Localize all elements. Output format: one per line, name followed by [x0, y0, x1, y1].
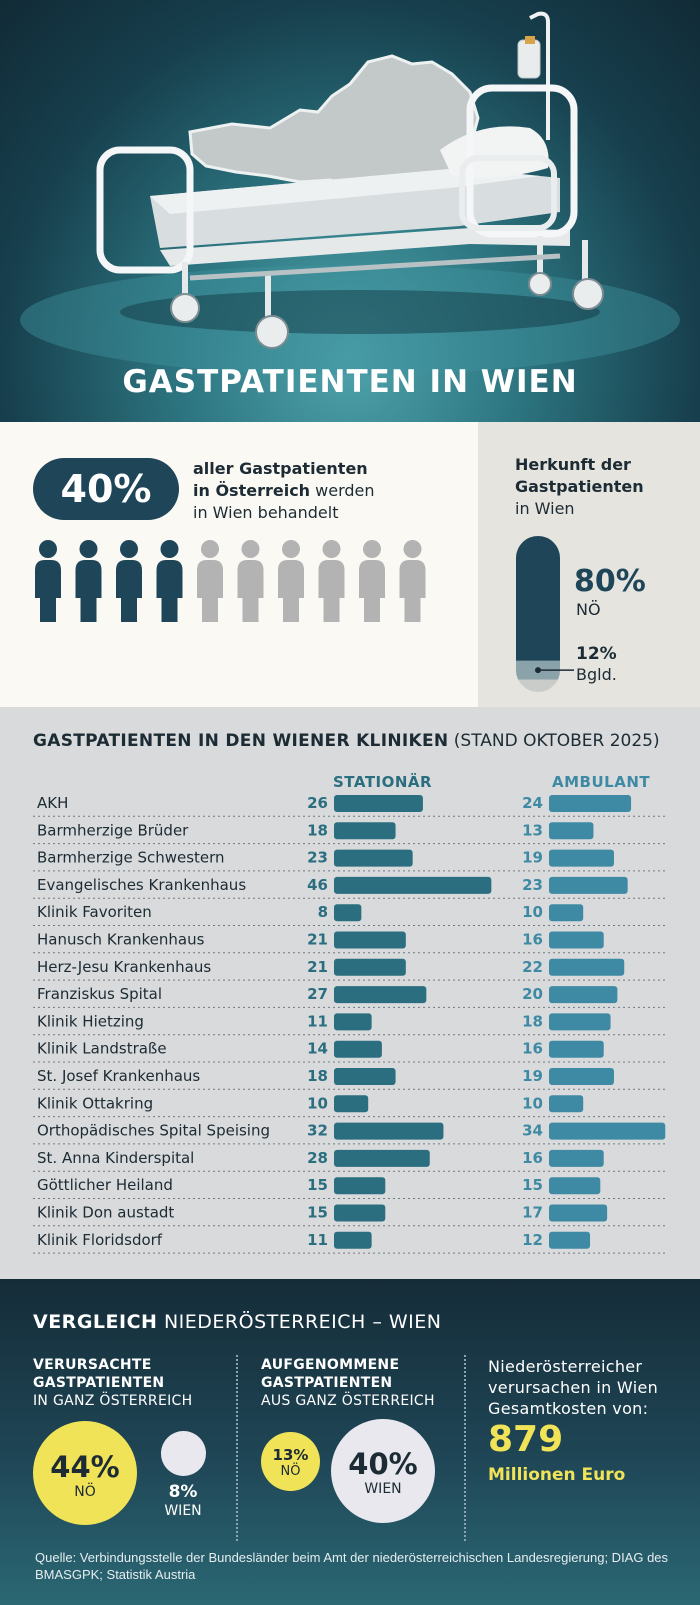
clinics-title — [33, 731, 660, 751]
stationaer-value: 26 — [307, 794, 328, 812]
noe-received-circle — [261, 1432, 320, 1491]
noe-caused-circle — [33, 1421, 137, 1525]
clinic-label: Herz-Jesu Krankenhaus — [37, 957, 212, 976]
stationaer-bar — [334, 1205, 385, 1222]
person-icon — [157, 540, 183, 622]
share-text-line-2-bold: in Österreich — [193, 481, 311, 500]
comparison-panel — [0, 1279, 700, 1605]
clinic-label: Barmherzige Schwestern — [37, 848, 225, 867]
noe-received-label: NÖ — [280, 1464, 301, 1479]
col3-title — [488, 1356, 658, 1419]
stationaer-bar — [334, 986, 426, 1003]
stationaer-bar — [334, 877, 491, 894]
austria-map-icon — [190, 56, 478, 190]
column-header-ambulant: AMBULANT — [552, 773, 651, 791]
ambulant-bar — [549, 1177, 600, 1194]
person-icon — [197, 540, 223, 622]
ambulant-bar — [549, 959, 624, 976]
origin-bgld-label: Bgld. — [576, 665, 617, 684]
ambulant-value: 34 — [522, 1121, 543, 1140]
share-panel — [0, 422, 478, 707]
origin-panel — [478, 422, 700, 707]
hero-title: GASTPATIENTEN IN WIEN — [122, 364, 578, 400]
wien-caused-circle — [161, 1431, 206, 1476]
stationaer-bar — [334, 1041, 382, 1058]
stationaer-value: 23 — [307, 848, 328, 867]
clinic-label: Orthopädisches Spital Speising — [37, 1121, 270, 1140]
ambulant-value: 12 — [522, 1230, 543, 1249]
ambulant-value: 13 — [522, 821, 543, 840]
people-icons — [32, 540, 452, 630]
wien-caused-percent: 8% — [168, 1482, 198, 1502]
col3-title-line-3: Gesamtkosten von: — [488, 1399, 649, 1418]
ambulant-value: 16 — [522, 930, 543, 949]
ambulant-bar — [549, 877, 628, 894]
comparison-title — [33, 1311, 442, 1333]
stationaer-value: 15 — [307, 1176, 328, 1195]
stationaer-bar — [334, 1232, 372, 1249]
total-cost-number: 879 — [488, 1419, 564, 1460]
clinic-label: Klinik Favoriten — [37, 903, 152, 922]
clinic-label: AKH — [37, 794, 69, 812]
stationaer-bar — [334, 1068, 396, 1085]
total-cost-unit: Millionen Euro — [488, 1465, 626, 1485]
stationaer-value: 28 — [307, 1148, 328, 1167]
origin-title-line-3: in Wien — [515, 499, 575, 518]
share-text-line-2-rest: werden — [310, 481, 375, 500]
column-divider — [464, 1355, 466, 1541]
stationaer-bar — [334, 1123, 443, 1140]
hospital-bed-illustration — [0, 0, 700, 422]
stationaer-bar — [334, 850, 413, 867]
ambulant-bar — [549, 1205, 607, 1222]
share-text-line-3: in Wien behandelt — [193, 503, 339, 522]
ambulant-value: 19 — [522, 848, 543, 867]
noe-received-percent: 13% — [272, 1446, 309, 1464]
stationaer-bar — [334, 904, 361, 921]
ambulant-bar — [549, 1041, 604, 1058]
ambulant-bar — [549, 1068, 614, 1085]
col3-title-line-2: verursachen in Wien — [488, 1378, 659, 1397]
ambulant-bar — [549, 822, 593, 839]
col3-title-line-1: Niederösterreicher — [488, 1357, 643, 1376]
source-note: Quelle: Verbindungsstelle der Bundesländer beim Amt der niederösterreichischen Landesregierung; DIAG des BMASGPK; Statistik Austria — [35, 1550, 669, 1582]
column-divider — [236, 1355, 238, 1541]
clinic-label: St. Josef Krankenhaus — [37, 1067, 201, 1085]
col1-title-line-2: GASTPATIENTEN — [33, 1375, 165, 1391]
ambulant-value: 18 — [522, 1012, 543, 1031]
ambulant-bar — [549, 904, 583, 921]
stationaer-value: 11 — [307, 1230, 328, 1249]
stationaer-value: 21 — [307, 930, 328, 949]
wien-received-circle — [331, 1419, 435, 1523]
origin-noe-label: NÖ — [576, 600, 601, 619]
col2-title-line-3: AUS GANZ ÖSTERREICH — [261, 1393, 435, 1409]
person-icon — [116, 540, 142, 622]
person-icon — [400, 540, 426, 622]
comparison-title-bold: VERGLEICH — [33, 1311, 158, 1333]
ambulant-value: 17 — [522, 1203, 543, 1222]
stationaer-value: 8 — [317, 903, 328, 922]
person-icon — [35, 540, 61, 622]
noe-caused-label: NÖ — [74, 1484, 96, 1500]
origin-bgld-percent: 12% — [576, 644, 617, 664]
stationaer-value: 10 — [307, 1094, 328, 1113]
wien-received-percent: 40% — [348, 1447, 418, 1481]
clinic-label: Franziskus Spital — [37, 985, 163, 1004]
clinic-label: Klinik Hietzing — [37, 1012, 144, 1031]
origin-bar-noe — [516, 536, 560, 661]
stationaer-bar — [334, 1013, 372, 1030]
clinics-title-rest: (STAND OKTOBER 2025) — [448, 731, 660, 751]
stationaer-value: 18 — [307, 821, 328, 840]
person-icon — [76, 540, 102, 622]
comparison-title-rest: NIEDERÖSTERREICH – WIEN — [157, 1311, 442, 1333]
clinic-label: Klinik Don austadt — [37, 1203, 175, 1222]
stationaer-bar — [334, 795, 423, 812]
wien-caused-label: WIEN — [164, 1503, 202, 1519]
ambulant-value: 22 — [522, 957, 543, 976]
share-text-line-1: aller Gastpatienten — [193, 459, 368, 478]
ambulant-value: 16 — [522, 1148, 543, 1167]
ambulant-bar — [549, 1095, 583, 1112]
clinic-label: Barmherzige Brüder — [37, 821, 189, 840]
clinic-label: Klinik Floridsdorf — [37, 1230, 163, 1249]
stationaer-value: 32 — [307, 1121, 328, 1140]
ambulant-bar — [549, 932, 604, 949]
stationaer-value: 18 — [307, 1067, 328, 1085]
origin-bar — [516, 536, 576, 696]
stationaer-bar — [334, 822, 396, 839]
clinics-chart — [0, 707, 700, 1279]
stationaer-value: 21 — [307, 957, 328, 976]
stationaer-bar — [334, 1177, 385, 1194]
clinic-label: St. Anna Kinderspital — [37, 1148, 195, 1167]
stationaer-bar — [334, 1095, 368, 1112]
stationaer-bar — [334, 932, 406, 949]
share-description — [193, 458, 375, 524]
stationaer-bar — [334, 1150, 430, 1167]
ambulant-bar — [549, 795, 631, 812]
ambulant-value: 16 — [522, 1039, 543, 1058]
person-icon — [319, 540, 345, 622]
person-icon — [238, 540, 264, 622]
col2-title — [261, 1356, 435, 1410]
origin-bgld-dot — [535, 667, 541, 673]
stationaer-value: 15 — [307, 1203, 328, 1222]
ambulant-value: 10 — [522, 903, 543, 922]
clinics-title-bold: GASTPATIENTEN IN DEN WIENER KLINIKEN — [33, 731, 449, 751]
clinics-bar-chart — [0, 785, 700, 1275]
ambulant-bar — [549, 850, 614, 867]
col1-title-line-1: VERURSACHTE — [33, 1357, 152, 1373]
col1-title — [33, 1356, 192, 1410]
wien-received-label: WIEN — [364, 1481, 402, 1497]
col2-title-line-1: AUFGENOMMENE — [261, 1357, 400, 1373]
ambulant-value: 19 — [522, 1067, 543, 1085]
col1-title-line-3: IN GANZ ÖSTERREICH — [33, 1393, 193, 1409]
origin-title-line-2: Gastpatienten — [515, 477, 644, 496]
stationaer-value: 27 — [307, 985, 328, 1004]
person-icon — [278, 540, 304, 622]
ambulant-bar — [549, 1232, 590, 1249]
noe-caused-percent: 44% — [50, 1450, 120, 1484]
column-header-stationaer: STATIONÄR — [333, 773, 433, 791]
ambulant-value: 23 — [522, 875, 543, 894]
ambulant-value: 10 — [522, 1094, 543, 1113]
origin-title-line-1: Herkunft der — [515, 455, 631, 474]
clinic-label: Klinik Landstraße — [37, 1039, 167, 1058]
clinic-label: Klinik Ottakring — [37, 1094, 154, 1113]
ambulant-bar — [549, 986, 617, 1003]
clinic-label: Göttlicher Heiland — [37, 1176, 173, 1195]
hero-image — [0, 0, 700, 422]
stationaer-value: 11 — [307, 1012, 328, 1031]
stationaer-value: 46 — [307, 875, 328, 894]
origin-noe-percent: 80% — [574, 564, 646, 599]
share-percent-badge: 40% — [33, 458, 179, 520]
clinic-label: Hanusch Krankenhaus — [37, 930, 205, 949]
ambulant-bar — [549, 1150, 604, 1167]
stationaer-value: 14 — [307, 1039, 328, 1058]
ambulant-value: 24 — [522, 794, 543, 812]
ambulant-bar — [549, 1013, 611, 1030]
clinic-label: Evangelisches Krankenhaus — [37, 875, 247, 894]
col2-title-line-2: GASTPATIENTEN — [261, 1375, 393, 1391]
stationaer-bar — [334, 959, 406, 976]
ambulant-value: 15 — [522, 1176, 543, 1195]
ambulant-value: 20 — [522, 985, 543, 1004]
origin-title — [515, 454, 644, 520]
ambulant-bar — [549, 1123, 665, 1140]
person-icon — [359, 540, 385, 622]
